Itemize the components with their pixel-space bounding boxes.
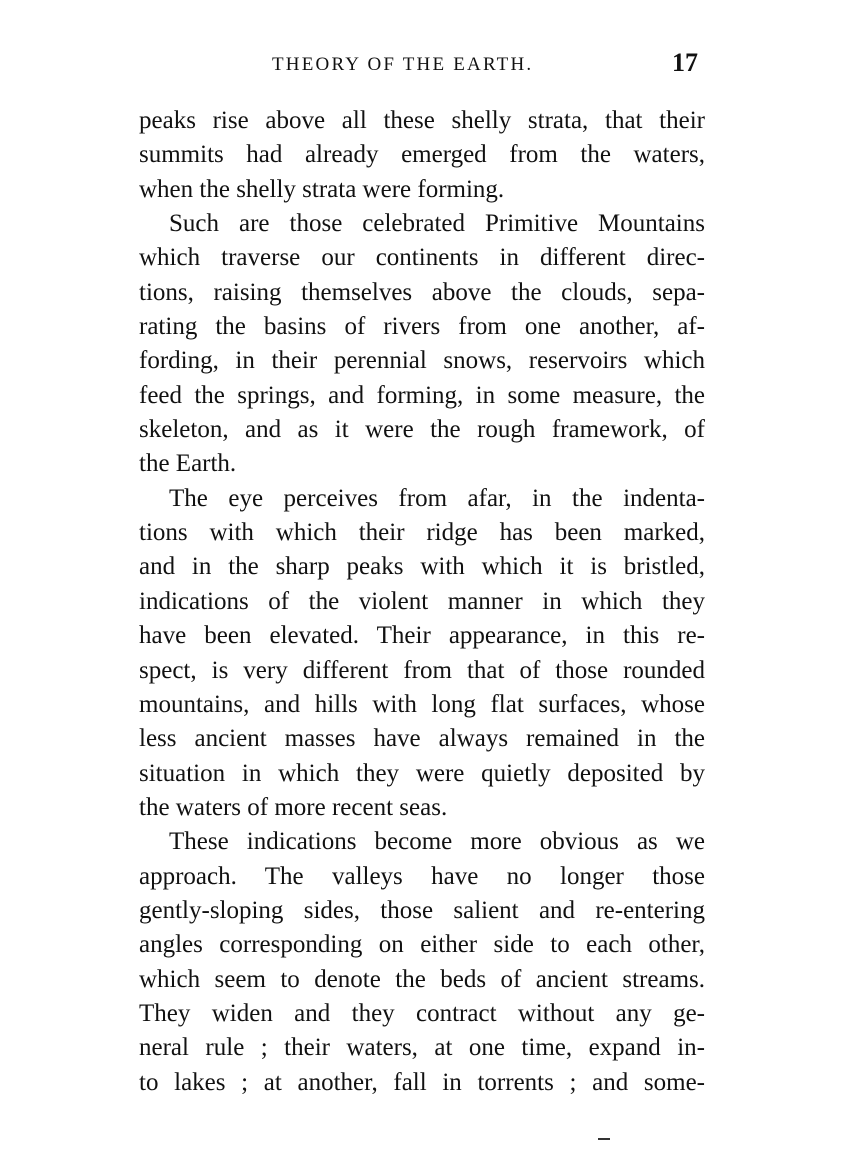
running-head <box>138 48 704 78</box>
body-text <box>139 104 705 1100</box>
text-line: spect, is very different from that of those rounded <box>139 656 705 684</box>
text-line: less ancient masses have always remained in the <box>139 725 705 753</box>
text-line: when the shelly strata were forming. <box>139 175 505 203</box>
text-line: feed the springs, and forming, in some measure, the <box>139 381 705 409</box>
text-line: situation in which they were quietly deposited by <box>139 759 705 787</box>
text-line: indications of the violent manner in which they <box>139 587 705 615</box>
text-line: The eye perceives from afar, in the indenta- <box>169 484 705 512</box>
text-line: tions, raising themselves above the clouds, sepa- <box>139 278 705 306</box>
running-title: THEORY OF THE EARTH. <box>272 54 534 75</box>
text-line: which seem to denote the beds of ancient streams. <box>139 965 705 993</box>
text-line: the Earth. <box>139 450 237 478</box>
text-line: fording, in their perennial snows, reservoirs which <box>139 347 705 375</box>
text-line: summits had already emerged from the waters, <box>139 141 705 169</box>
text-line: rating the basins of rivers from one another, af- <box>139 313 705 341</box>
text-line: peaks rise above all these shelly strata, that their <box>139 107 705 134</box>
text-line: the waters of more recent seas. <box>139 793 448 821</box>
text-line: neral rule ; their waters, at one time, expand in- <box>139 1034 705 1062</box>
text-line: which traverse our continents in different direc- <box>139 244 705 272</box>
page-number: 17 <box>672 48 698 77</box>
text-line: They widen and they contract without any ge- <box>139 999 705 1027</box>
text-line: angles corresponding on either side to each other, <box>139 931 705 959</box>
text-line: tions with which their ridge has been marked, <box>139 519 705 547</box>
text-line: gently-sloping sides, those salient and re-entering <box>139 896 705 924</box>
text-line: mountains, and hills with long flat surfaces, whose <box>139 690 705 718</box>
text-line: approach. The valleys have no longer those <box>139 862 705 890</box>
text-line: skeleton, and as it were the rough framework, of <box>139 416 705 444</box>
text-line: These indications become more obvious as we <box>169 828 705 856</box>
text-line: to lakes ; at another, fall in torrents ; and some- <box>139 1068 705 1096</box>
text-line: Such are those celebrated Primitive Mountains <box>169 210 705 238</box>
text-line: have been elevated. Their appearance, in this re- <box>139 622 705 650</box>
text-line: and in the sharp peaks with which it is bristled, <box>139 553 705 581</box>
print-mark <box>598 1138 610 1140</box>
